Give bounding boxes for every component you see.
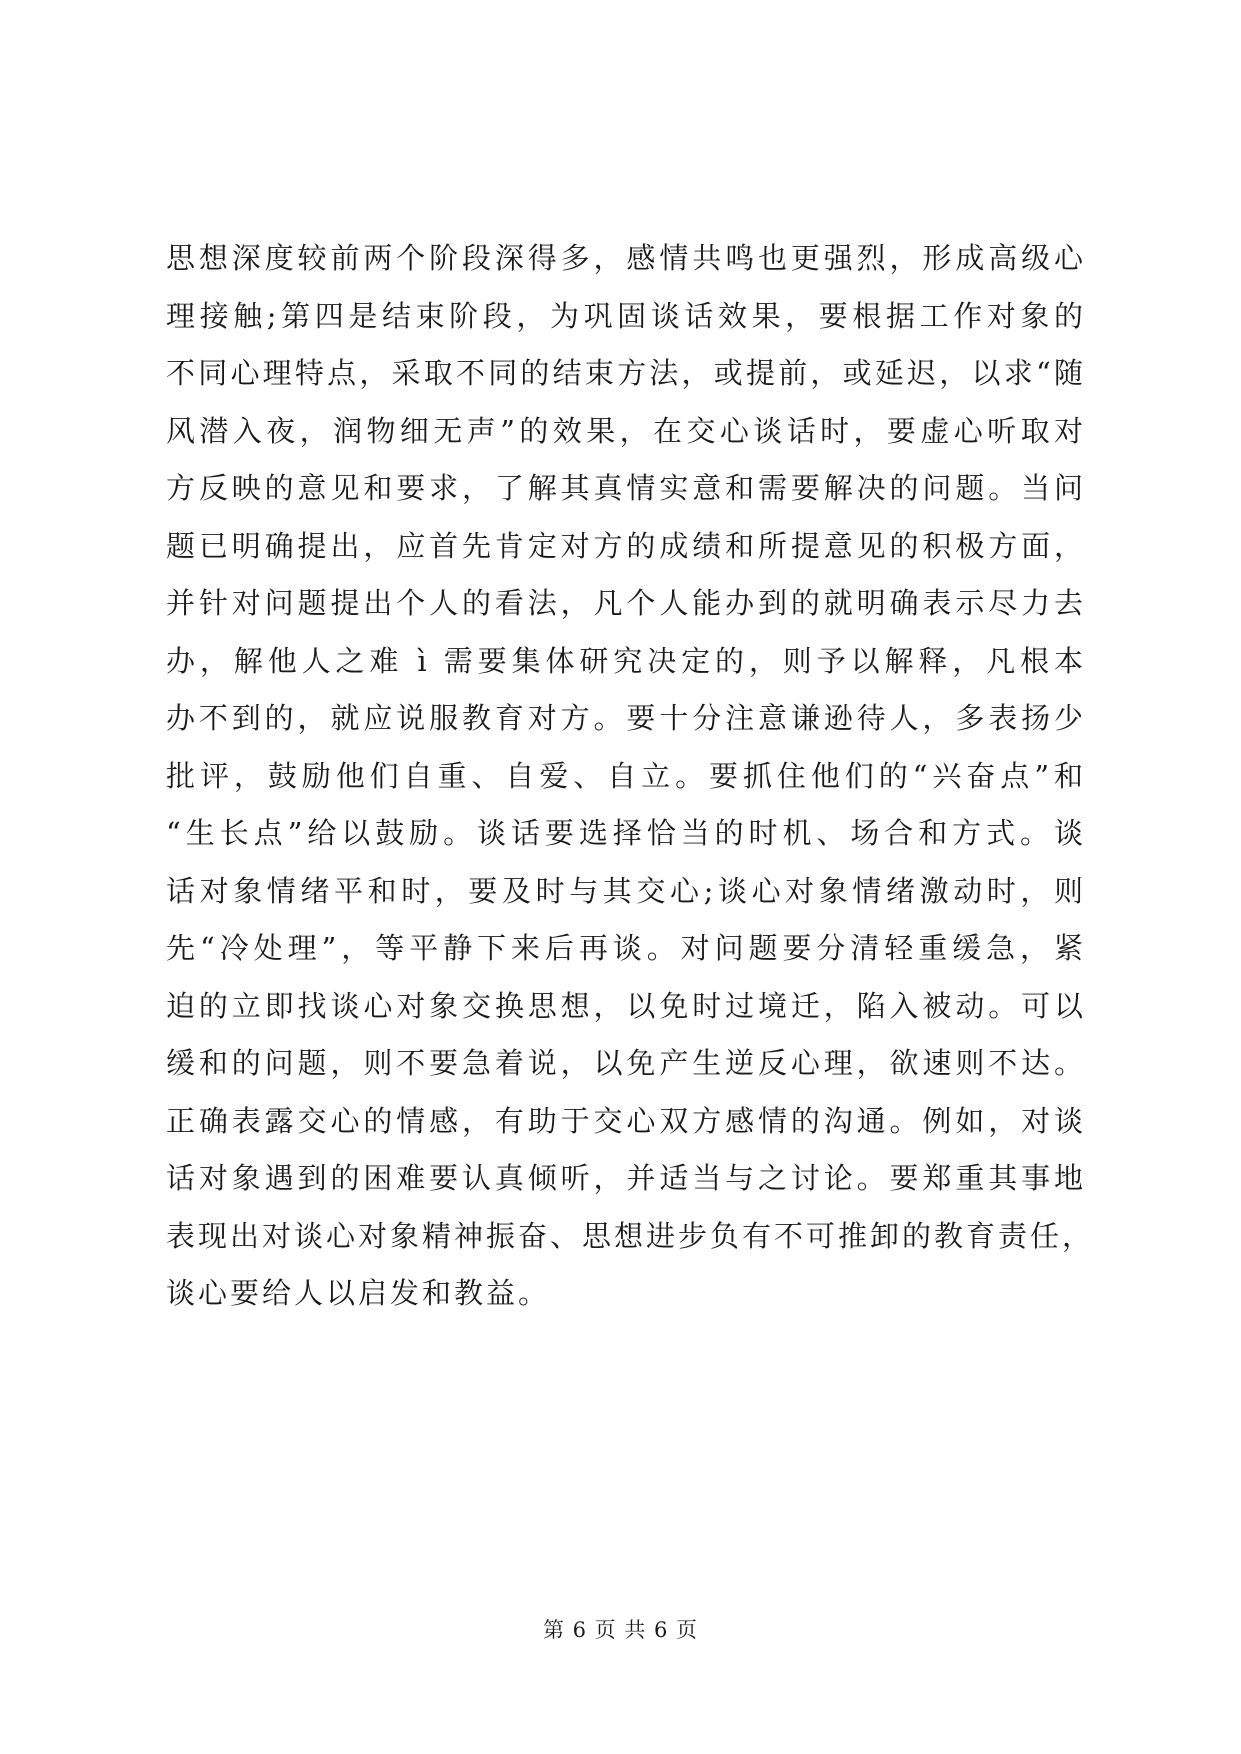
text-line: 思想深度较前两个阶段深得多，感情共鸣也更强烈，形成高级心 [166, 241, 1086, 275]
text-line: 题已明确提出，应首先肯定对方的成绩和所提意见的积极方面， [166, 528, 1086, 563]
page-footer: 第 6 页 共 6 页 [542, 1618, 699, 1642]
text-line: 缓和的问题，则不要急着说，以免产生逆反心理，欲速则不达。 [166, 1046, 1086, 1080]
text-line: 方反映的意见和要求，了解其真情实意和需要解决的问题。当问 [166, 471, 1086, 505]
text-line: 批评，鼓励他们自重、自爱、自立。要抓住他们的“兴奋点”和 [166, 758, 1086, 793]
text-line: 话对象情绪平和时，要及时与其交心;谈心对象情绪激动时，则 [166, 873, 1086, 908]
text-line: 理接触;第四是结束阶段，为巩固谈话效果，要根据工作对象的 [166, 298, 1086, 333]
text-line: 谈心要给人以启发和教益。 [166, 1276, 551, 1310]
text-line: 表现出对谈心对象精神振奋、思想进步负有不可推卸的教育责任， [166, 1218, 1095, 1253]
text-line: 话对象遇到的困难要认真倾听，并适当与之讨论。要郑重其事地 [166, 1161, 1086, 1195]
text-line: 办，解他人之难 ì 需要集体研究决定的，则予以解释，凡根本 [166, 643, 1086, 678]
text-line: 正确表露交心的情感，有助于交心双方感情的沟通。例如，对谈 [166, 1103, 1086, 1138]
text-line: 风潜入夜，润物细无声”的效果，在交心谈话时，要虚心听取对 [166, 413, 1086, 448]
text-line: 不同心理特点，采取不同的结束方法，或提前，或延迟，以求“随 [166, 356, 1086, 390]
text-line: 先“冷处理”，等平静下来后再谈。对问题要分清轻重缓急，紧 [166, 931, 1086, 965]
text-line: 并针对问题提出个人的看法，凡个人能办到的就明确表示尽力去 [166, 586, 1086, 620]
text-line: “生长点”给以鼓励。谈话要选择恰当的时机、场合和方式。谈 [166, 816, 1086, 850]
text-line: 办不到的，就应说服教育对方。要十分注意谦逊待人，多表扬少 [166, 701, 1086, 735]
body-text [166, 230, 1095, 1323]
text-line: 迫的立即找谈心对象交换思想，以免时过境迁，陷入被动。可以 [166, 988, 1086, 1023]
